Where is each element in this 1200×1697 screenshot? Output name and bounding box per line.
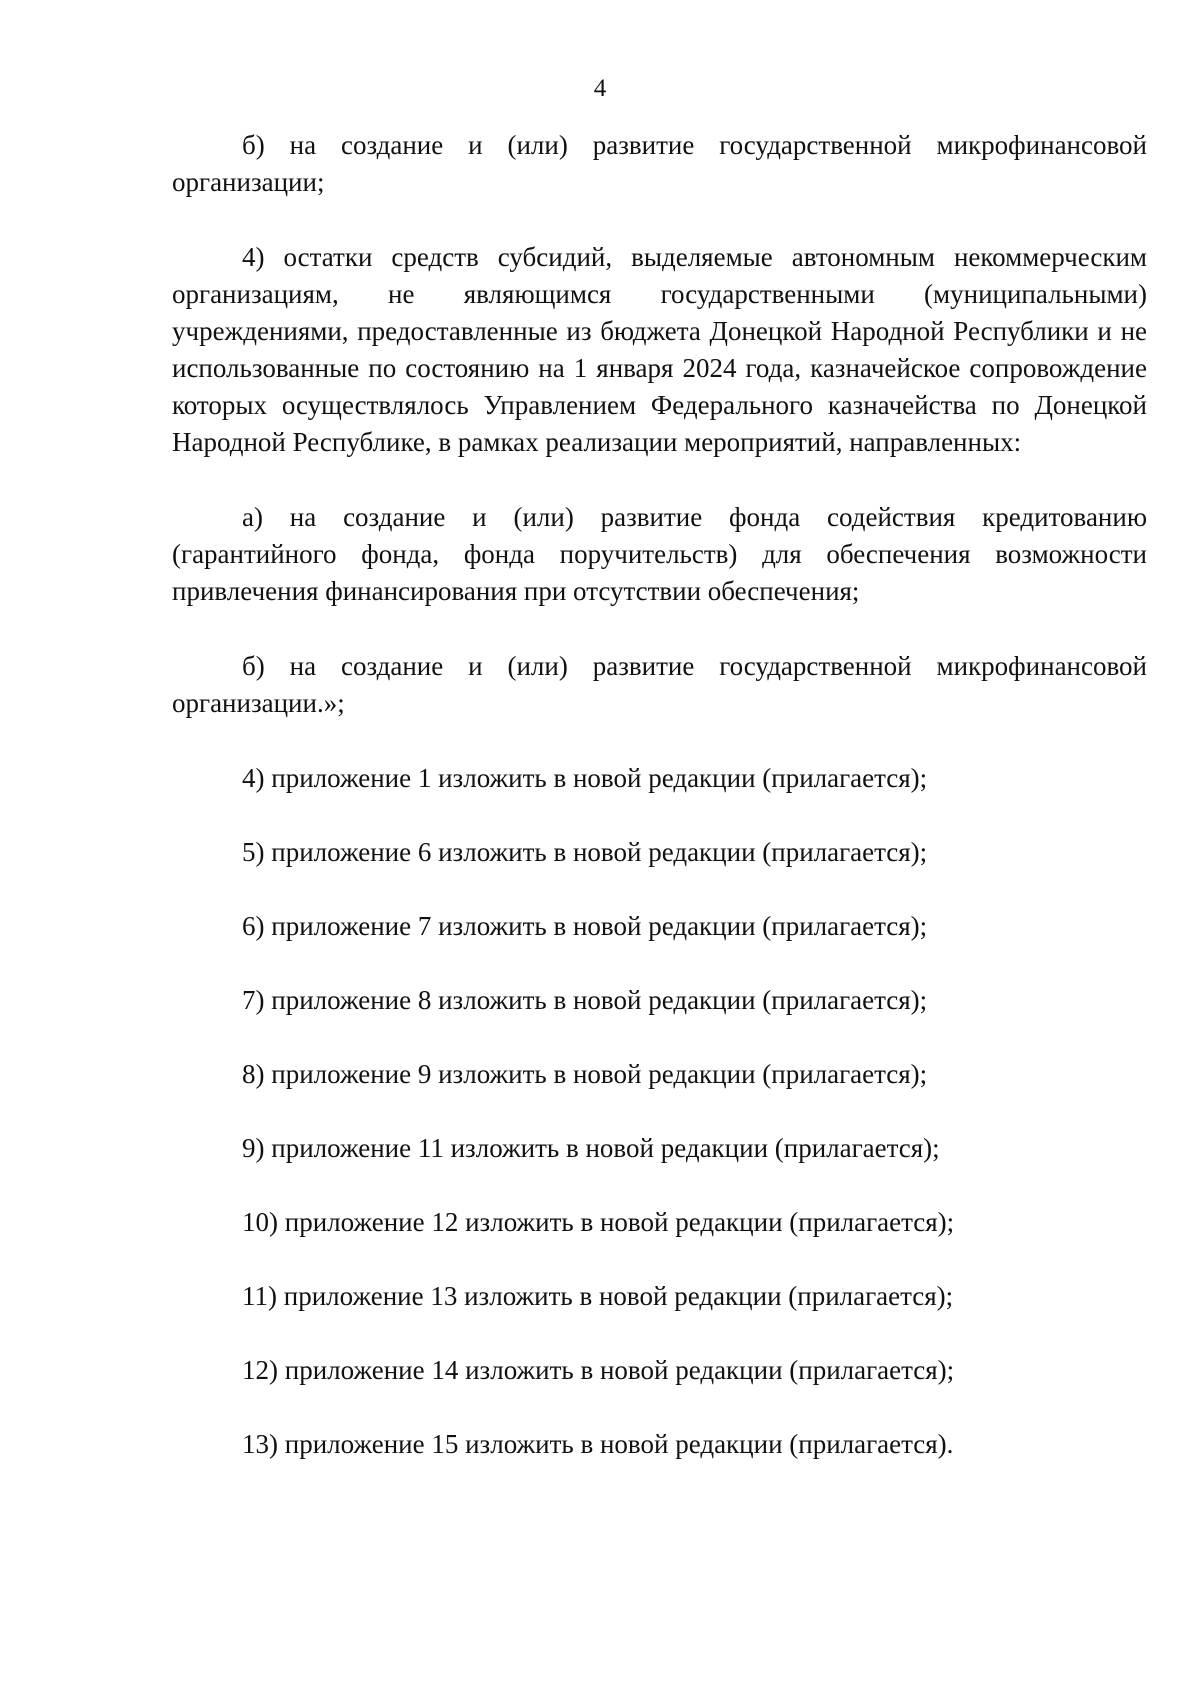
paragraph-a-credit-fund: а) на создание и (или) развитие фонда содействия кредитованию (гарантийного фонда, фонда поручительств) для обеспечения возможности привлечения финансирования при отсутствии обеспечения; [172,502,1147,606]
list-item-appendix-14: 12) приложение 14 изложить в новой редакции (прилагается); [242,1355,955,1385]
list-item-appendix-6: 5) приложение 6 изложить в новой редакции (прилагается); [242,837,928,867]
list-item-appendix-1: 4) приложение 1 изложить в новой редакции (прилагается); [242,763,928,793]
page-number: 4 [593,75,607,102]
document-body [172,127,1147,1463]
list-item-appendix-11: 9) приложение 11 изложить в новой редакции (прилагается); [242,1133,940,1163]
list-item-appendix-13: 11) приложение 13 изложить в новой редакции (прилагается); [242,1281,954,1311]
list-item-appendix-8: 7) приложение 8 изложить в новой редакции (прилагается); [242,985,928,1015]
list-item-appendix-15: 13) приложение 15 изложить в новой редакции (прилагается). [242,1429,954,1459]
list-item-appendix-12: 10) приложение 12 изложить в новой редакции (прилагается); [242,1207,955,1237]
list-item-appendix-9: 8) приложение 9 изложить в новой редакции (прилагается); [242,1059,928,1089]
paragraph-b-microfinance-closing: б) на создание и (или) развитие государственной микрофинансовой организации.»; [172,651,1147,718]
paragraph-4-subsidy-remainders: 4) остатки средств субсидий, выделяемые автономным некоммерческим организациям, не являющимся государственными (муниципальными) учреждениями, предоставленные из бюджета Донецкой Народной Республики и не использованные по состоянию на 1 января 2024 года, казначейское сопровождение которых осуществлялось Управлением Федерального казначейства по Донецкой Народной Республике, в рамках реализации мероприятий, направленных: [172,242,1147,457]
paragraph-b-microfinance: б) на создание и (или) развитие государственной микрофинансовой организации; [172,130,1147,197]
list-item-appendix-7: 6) приложение 7 изложить в новой редакции (прилагается); [242,911,928,941]
